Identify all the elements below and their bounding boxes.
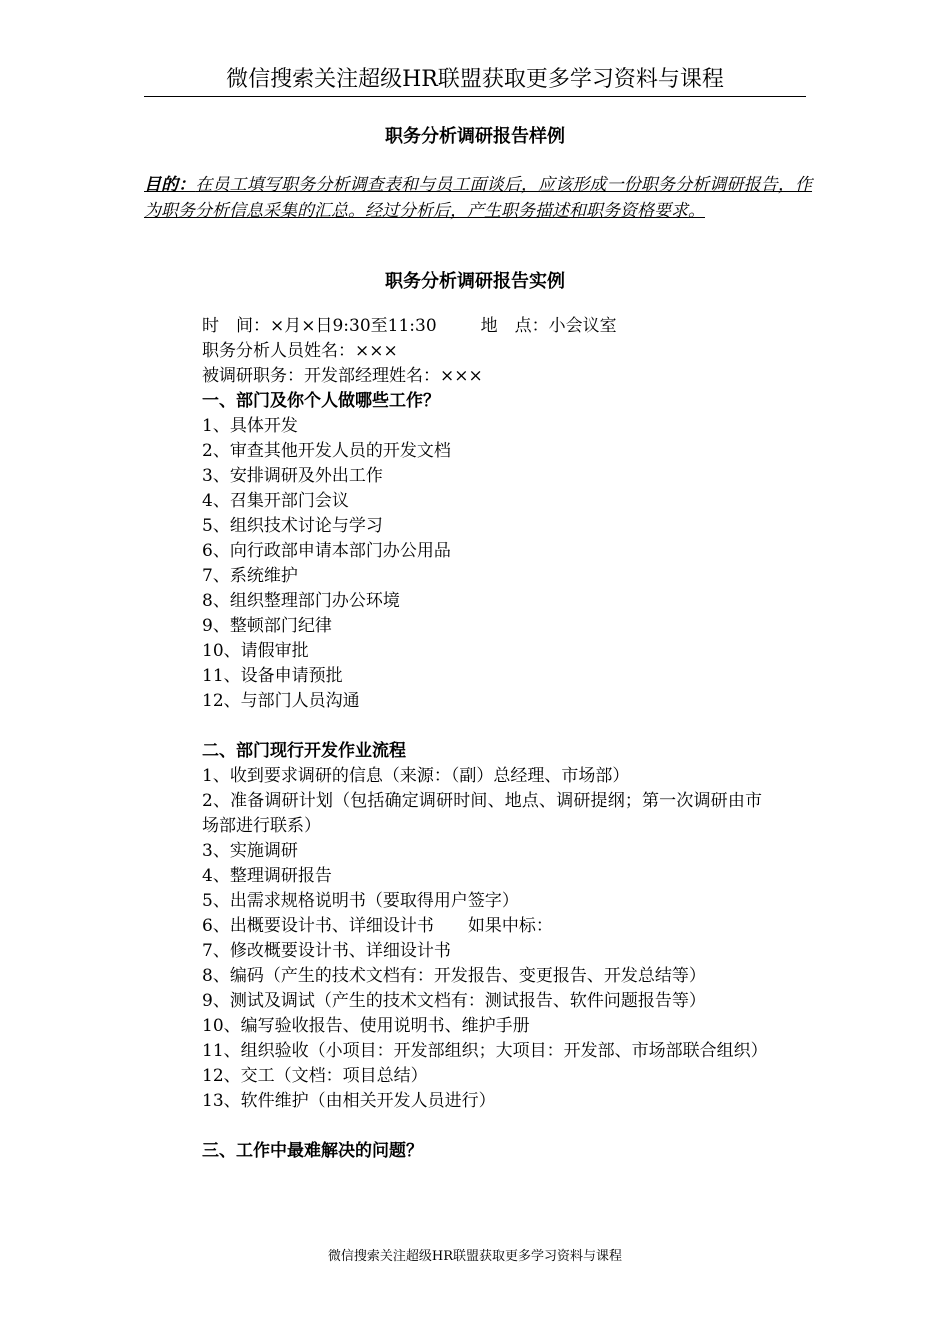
surveyed-position: 被调研职务：开发部经理姓名：××× <box>202 366 483 386</box>
list-item: 12、交工（文档：项目总结） <box>202 1066 428 1086</box>
list-item: 3、实施调研 <box>202 841 298 861</box>
list-item: 9、测试及调试（产生的技术文档有：测试报告、软件问题报告等） <box>202 991 706 1011</box>
analyst-name: 职务分析人员姓名：××× <box>202 341 398 361</box>
list-item: 6、向行政部申请本部门办公用品 <box>202 541 451 561</box>
list-item: 6、出概要设计书、详细设计书 如果中标： <box>202 916 553 936</box>
meeting-time: 时 间：×月×日9:30至11:30 <box>202 316 437 336</box>
list-item: 7、修改概要设计书、详细设计书 <box>202 941 451 961</box>
report-body <box>202 314 768 1164</box>
list-item: 7、系统维护 <box>202 566 298 586</box>
list-item: 5、组织技术讨论与学习 <box>202 516 383 536</box>
list-item: 5、出需求规格说明书（要取得用户签字） <box>202 891 519 911</box>
list-item: 10、请假审批 <box>202 641 309 661</box>
document-title: 职务分析调研报告样例 <box>385 126 565 147</box>
section3-heading: 三、工作中最难解决的问题？ <box>202 1141 423 1161</box>
section2-heading: 二、部门现行开发作业流程 <box>202 741 406 761</box>
meeting-place: 地 点：小会议室 <box>480 316 617 336</box>
purpose-paragraph <box>144 172 812 224</box>
list-item: 3、安排调研及外出工作 <box>202 466 383 486</box>
section1-list <box>202 414 762 714</box>
list-item: 8、编码（产生的技术文档有：开发报告、变更报告、开发总结等） <box>202 966 706 986</box>
list-item: 4、整理调研报告 <box>202 866 332 886</box>
list-item: 11、组织验收（小项目：开发部组织；大项目：开发部、市场部联合组织） <box>202 1041 768 1061</box>
list-item: 2、准备调研计划（包括确定调研时间、地点、调研提纲；第一次调研由市场部进行联系） <box>202 791 762 836</box>
page-footer-text: 微信搜索关注超级HR联盟获取更多学习资料与课程 <box>327 1249 623 1264</box>
header-divider <box>144 96 806 97</box>
section2-list <box>202 764 768 1114</box>
list-item: 2、审查其他开发人员的开发文档 <box>202 441 451 461</box>
list-item: 11、设备申请预批 <box>202 666 343 686</box>
list-item: 9、整顿部门纪律 <box>202 616 332 636</box>
list-item: 8、组织整理部门办公环境 <box>202 591 400 611</box>
list-item: 10、编写验收报告、使用说明书、维护手册 <box>202 1016 530 1036</box>
purpose-label: 目的： <box>144 175 196 195</box>
list-item: 1、收到要求调研的信息（来源：（副）总经理、市场部） <box>202 766 630 786</box>
page-header-text: 微信搜索关注超级HR联盟获取更多学习资料与课程 <box>226 67 724 92</box>
section1-heading: 一、部门及你个人做哪些工作？ <box>202 391 440 411</box>
report-title: 职务分析调研报告实例 <box>385 271 565 292</box>
purpose-text: 在员工填写职务分析调查表和与员工面谈后，应该形成一份职务分析调研报告，作为职务分析信息采集的汇总。经过分析后，产生职务描述和职务资格要求。 <box>144 175 813 221</box>
list-item: 12、与部门人员沟通 <box>202 691 360 711</box>
meeting-info-row <box>202 314 762 339</box>
list-item: 13、软件维护（由相关开发人员进行） <box>202 1091 496 1111</box>
list-item: 4、召集开部门会议 <box>202 491 349 511</box>
list-item: 1、具体开发 <box>202 416 298 436</box>
